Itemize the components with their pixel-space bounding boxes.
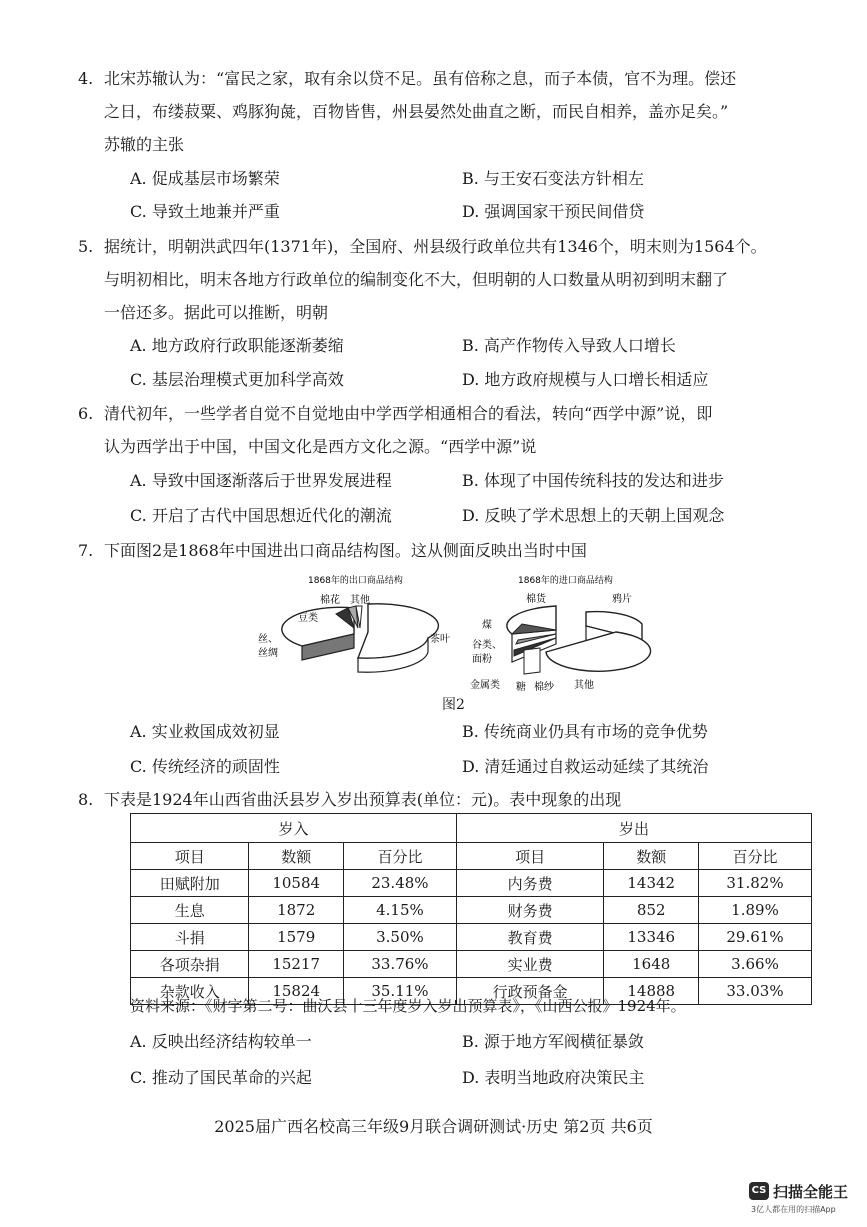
logo-name: 扫描全能王 bbox=[773, 1183, 849, 1201]
q6-option-a[interactable]: A. 导致中国逐渐落后于世界发展进程 bbox=[130, 471, 392, 490]
table-column-headers bbox=[131, 843, 812, 870]
cs-logo-icon: CS bbox=[749, 1182, 769, 1200]
table-cell: 3.50% bbox=[343, 924, 456, 951]
import-slice-other bbox=[546, 632, 651, 671]
table-row bbox=[131, 924, 812, 951]
label-export-other: 其他 bbox=[350, 595, 370, 606]
figure-2-pie-charts bbox=[250, 568, 670, 696]
import-slice-sugar bbox=[524, 648, 540, 674]
table-cell: 33.03% bbox=[699, 978, 812, 1005]
label-opium: 鸦片 bbox=[612, 594, 632, 605]
table-cell: 35.11% bbox=[343, 978, 456, 1005]
q6-option-c[interactable]: C. 开启了古代中国思想近代化的潮流 bbox=[130, 506, 392, 525]
table-cell: 财务费 bbox=[456, 897, 604, 924]
q5-option-d[interactable]: D. 地方政府规模与人口增长相适应 bbox=[462, 370, 709, 389]
expense-header: 岁出 bbox=[456, 814, 811, 843]
q7-stem-line1: 7. 下面图2是1868年中国进出口商品结构图。这从侧面反映出当时中国 bbox=[78, 541, 587, 560]
table-source-note: 资料来源：《财字第二号：曲沃县十三年度岁入岁出预算表》，《山西公报》1924年。 bbox=[130, 997, 686, 1015]
q5-option-c[interactable]: C. 基层治理模式更加科学高效 bbox=[130, 370, 344, 389]
logo-tagline: 3亿人都在用的扫描App bbox=[751, 1205, 836, 1214]
table-cell: 15217 bbox=[249, 951, 344, 978]
table-cell: 1648 bbox=[604, 951, 699, 978]
q7-option-d[interactable]: D. 清廷通过自救运动延续了其统治 bbox=[462, 757, 709, 776]
label-cotton-goods: 棉货 bbox=[526, 594, 546, 605]
table-cell: 852 bbox=[604, 897, 699, 924]
label-beans: 豆类 bbox=[298, 613, 318, 624]
label-sugar: 糖 bbox=[516, 682, 526, 693]
q8-option-c[interactable]: C. 推动了国民革命的兴起 bbox=[130, 1068, 312, 1087]
label-cotton-yarn: 棉纱 bbox=[534, 682, 554, 693]
q4-stem-line3: 苏辙的主张 bbox=[104, 135, 185, 154]
q4-option-b[interactable]: B. 与王安石变法方针相左 bbox=[462, 169, 644, 188]
label-silk-1: 丝、 bbox=[258, 634, 278, 645]
q8-stem-line1: 8. 下表是1924年山西省曲沃县岁入岁出预算表(单位：元)。表中现象的出现 bbox=[78, 790, 622, 809]
table-cell: 4.15% bbox=[343, 897, 456, 924]
col-header: 百分比 bbox=[343, 843, 456, 870]
q4-option-a[interactable]: A. 促成基层市场繁荣 bbox=[130, 169, 280, 188]
budget-table bbox=[130, 813, 812, 1005]
q5-option-a[interactable]: A. 地方政府行政职能逐渐萎缩 bbox=[130, 336, 344, 355]
camscanner-watermark bbox=[749, 1180, 859, 1220]
table-cell: 29.61% bbox=[699, 924, 812, 951]
label-grain-2: 面粉 bbox=[472, 654, 492, 665]
q4-stem-line1: 4. 北宋苏辙认为：“富民之家，取有余以贷不足。虽有倍称之息，而子本债，官不为理。偿还 bbox=[78, 69, 737, 88]
table-cell: 33.76% bbox=[343, 951, 456, 978]
table-cell: 10584 bbox=[249, 870, 344, 897]
table-cell: 15824 bbox=[249, 978, 344, 1005]
table-cell: 实业费 bbox=[456, 951, 604, 978]
table-cell: 行政预备金 bbox=[456, 978, 604, 1005]
col-header: 百分比 bbox=[699, 843, 812, 870]
q5-stem-line3: 一倍还多。据此可以推断，明朝 bbox=[104, 303, 329, 322]
table-cell: 各项杂捐 bbox=[131, 951, 249, 978]
q8-option-d[interactable]: D. 表明当地政府决策民主 bbox=[462, 1068, 645, 1087]
col-header: 数额 bbox=[604, 843, 699, 870]
q6-option-d[interactable]: D. 反映了学术思想上的天朝上国观念 bbox=[462, 506, 725, 525]
label-cotton: 棉花 bbox=[320, 595, 340, 606]
table-cell: 14888 bbox=[604, 978, 699, 1005]
q7-option-b[interactable]: B. 传统商业仍具有市场的竞争优势 bbox=[462, 722, 708, 741]
q4-stem-line2: 之日，布缕菽粟、鸡豚狗彘，百物皆售，州县晏然处曲直之断，而民自相养，盖亦足矣。” bbox=[104, 102, 729, 121]
table-cell: 31.82% bbox=[699, 870, 812, 897]
table-cell: 教育费 bbox=[456, 924, 604, 951]
table-cell: 1579 bbox=[249, 924, 344, 951]
table-cell: 14342 bbox=[604, 870, 699, 897]
table-cell: 斗捐 bbox=[131, 924, 249, 951]
q7-option-a[interactable]: A. 实业救国成效初显 bbox=[130, 722, 280, 741]
label-metal: 金属类 bbox=[470, 680, 500, 691]
q7-option-c[interactable]: C. 传统经济的顽固性 bbox=[130, 757, 280, 776]
label-import-other: 其他 bbox=[574, 680, 594, 691]
table-cell: 1.89% bbox=[699, 897, 812, 924]
q6-stem-line1: 6. 清代初年，一些学者自觉不自觉地由中学西学相通相合的看法，转向“西学中源”说，即 bbox=[78, 404, 713, 423]
import-chart-title: 1868年的进口商品结构 bbox=[518, 576, 613, 586]
label-grain-1: 谷类、 bbox=[472, 640, 502, 651]
col-header: 项目 bbox=[456, 843, 604, 870]
page-footer: 2025届广西名校高三年级9月联合调研测试·历史 第2页 共6页 bbox=[214, 1117, 653, 1136]
table-cell: 3.66% bbox=[699, 951, 812, 978]
q6-stem-line2: 认为西学出于中国，中国文化是西方文化之源。“西学中源”说 bbox=[104, 437, 537, 456]
q6-option-b[interactable]: B. 体现了中国传统科技的发达和进步 bbox=[462, 471, 724, 490]
table-cell: 1872 bbox=[249, 897, 344, 924]
q4-option-c[interactable]: C. 导致土地兼并严重 bbox=[130, 202, 280, 221]
label-silk-2: 丝绸 bbox=[258, 648, 278, 659]
import-pie bbox=[507, 606, 651, 674]
table-cell: 田赋附加 bbox=[131, 870, 249, 897]
table-cell: 内务费 bbox=[456, 870, 604, 897]
table-cell: 23.48% bbox=[343, 870, 456, 897]
col-header: 项目 bbox=[131, 843, 249, 870]
q5-stem-line2: 与明初相比，明末各地方行政单位的编制变化不大，但明朝的人口数量从明初到明末翻了 bbox=[104, 270, 729, 289]
q8-option-a[interactable]: A. 反映出经济结构较单一 bbox=[130, 1032, 312, 1051]
col-header: 数额 bbox=[249, 843, 344, 870]
q8-option-b[interactable]: B. 源于地方军阀横征暴敛 bbox=[462, 1032, 644, 1051]
table-cell: 生息 bbox=[131, 897, 249, 924]
table-cell: 13346 bbox=[604, 924, 699, 951]
table-row bbox=[131, 870, 812, 897]
label-coal: 煤 bbox=[482, 620, 492, 631]
table-cell: 杂款收入 bbox=[131, 978, 249, 1005]
label-tea: 茶叶 bbox=[430, 634, 450, 645]
income-header: 岁入 bbox=[131, 814, 457, 843]
export-chart-title: 1868年的出口商品结构 bbox=[308, 576, 403, 586]
q4-option-d[interactable]: D. 强调国家干预民间借贷 bbox=[462, 202, 645, 221]
q5-option-b[interactable]: B. 高产作物传入导致人口增长 bbox=[462, 336, 676, 355]
table-row bbox=[131, 951, 812, 978]
figure-2-caption: 图2 bbox=[442, 697, 465, 713]
table-row bbox=[131, 897, 812, 924]
q5-stem-line1: 5. 据统计，明朝洪武四年(1371年)，全国府、州县级行政单位共有1346个，明末则为1564个。 bbox=[78, 237, 767, 256]
